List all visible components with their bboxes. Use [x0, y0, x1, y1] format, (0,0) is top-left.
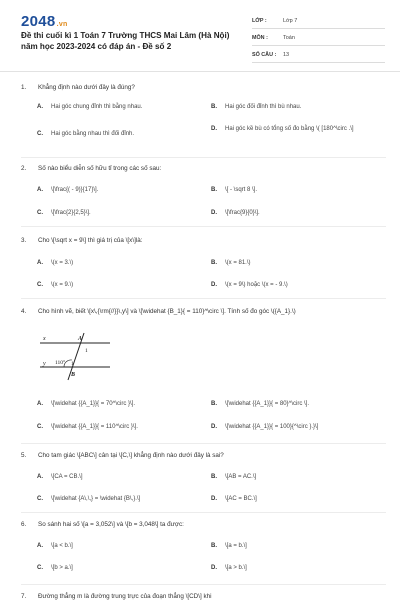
q6-option-d[interactable]: D. \[a > b.\]	[211, 565, 247, 571]
q4-option-b[interactable]: B. \[\widehat {{A_1}}{ = 80}^\circ \].	[211, 401, 310, 407]
meta-count-value: 13	[283, 52, 290, 58]
q4-option-a[interactable]: A. \[\widehat {{A_1}}{ = 70^\circ }\].	[37, 401, 136, 407]
exam-meta	[252, 14, 385, 65]
label-x: x	[43, 336, 46, 342]
question-4-text: 4. Cho hình vẽ, biết \[x\,{\rm{//}}\,y\] và \[\widehat {B_1}{ = 110}^\circ \]. Tính số đo góc \({A_1}.\)	[21, 308, 296, 315]
q6-option-c[interactable]: C. \[b > a.\]	[37, 565, 73, 571]
question-1-text: 1. Khẳng định nào dưới đây là đúng?	[21, 84, 135, 91]
site-logo[interactable]	[21, 13, 68, 30]
exam-title: Đề thi cuối kì 1 Toán 7 Trường THCS Mai Lâm (Hà Nội) năm học 2023-2024 có đáp án - Đề số 2	[21, 31, 230, 51]
q2-option-b[interactable]: B. \[ - \sqrt 8 \].	[211, 187, 258, 193]
meta-subject-row	[252, 31, 385, 46]
q5-option-b[interactable]: B. \[AB = AC.\]	[211, 474, 257, 480]
meta-subject-label: MÔN :	[252, 35, 268, 41]
q5-option-c[interactable]: C. \[\widehat {A\,\,} = \widehat {B\,}.\]	[37, 496, 141, 502]
label-angle-110: 110°	[55, 360, 66, 366]
q3-option-a[interactable]: A. \(x = 3.\)	[37, 260, 74, 266]
question-7-text: 7. Đường thẳng m là đường trung trực của đoạn thẳng \[CD\] khi	[21, 593, 212, 600]
question-divider	[21, 298, 386, 299]
label-y: y	[43, 361, 46, 367]
label-b: B	[71, 372, 76, 378]
label-a: A	[78, 336, 83, 342]
q4-option-c[interactable]: C. \[\widehat {{A_1}}{ = 110^\circ }\].	[37, 424, 138, 430]
geometry-figure	[28, 330, 118, 382]
q6-option-b[interactable]: B. \[a = b.\]	[211, 543, 247, 549]
q2-option-a[interactable]: A. \[\frac{( - 9)}{17}\].	[37, 187, 99, 193]
header-divider	[0, 71, 400, 72]
meta-class-row	[252, 14, 385, 29]
question-divider	[21, 584, 386, 585]
question-5-text: 5. Cho tam giác \[ABC\] cân tại \[C,\] khẳng định nào dưới đây là sai?	[21, 452, 224, 459]
q3-option-d[interactable]: D. \(x = 9\) hoặc \(x = - 9.\)	[211, 282, 288, 288]
q4-option-d[interactable]: D. \[\widehat {{A_1}}{ = 100}{^\circ }.}\]	[211, 424, 319, 430]
q5-option-a[interactable]: A. \[CA = CB.\]	[37, 474, 83, 480]
question-divider	[21, 443, 386, 444]
page-header	[0, 0, 400, 66]
meta-subject-value: Toán	[283, 35, 295, 41]
q6-option-a[interactable]: A. \[a < b.\]	[37, 543, 73, 549]
logo-text: 2048	[21, 13, 56, 30]
q5-option-d[interactable]: D. \[AC = BC.\]	[211, 496, 257, 502]
q3-option-c[interactable]: C. \(x = 9.\)	[37, 282, 74, 288]
question-2-text: 2. Số nào biểu diễn số hữu tỉ trong các số sau:	[21, 165, 162, 172]
q2-option-c[interactable]: C. \[\frac{2}{2,5}\].	[37, 210, 91, 216]
meta-count-label: SỐ CÂU :	[252, 52, 277, 58]
logo-suffix: .vn	[56, 21, 68, 28]
q1-option-b[interactable]: B. Hai góc đối đỉnh thì bù nhau.	[211, 104, 302, 110]
meta-count-row	[252, 48, 385, 63]
q1-option-a[interactable]: A. Hai góc chung đỉnh thì bằng nhau.	[37, 104, 143, 110]
q1-option-c[interactable]: C. Hai góc bằng nhau thì đối đỉnh.	[37, 131, 135, 137]
question-divider	[21, 226, 386, 227]
label-a1: 1	[85, 348, 88, 354]
q3-option-b[interactable]: B. \(x = 81.\)	[211, 260, 251, 266]
question-6-text: 6. So sánh hai số \[a = 3,052\] và \[b = 3,048\] ta được:	[21, 521, 184, 528]
question-3-text: 3. Cho \[\sqrt x = 9\] thì giá trị của \[x\]là:	[21, 237, 143, 244]
meta-class-label: LỚP :	[252, 18, 267, 24]
q2-option-d[interactable]: D. \[\frac{9}{0}\].	[211, 210, 260, 216]
question-divider	[21, 157, 386, 158]
label-b1: 1	[71, 361, 74, 367]
q1-option-d[interactable]: D. Hai góc kề bù có tổng số đo bằng \( [180^\circ .\]	[211, 126, 354, 132]
meta-class-value: Lớp 7	[283, 18, 298, 24]
question-divider	[21, 512, 386, 513]
